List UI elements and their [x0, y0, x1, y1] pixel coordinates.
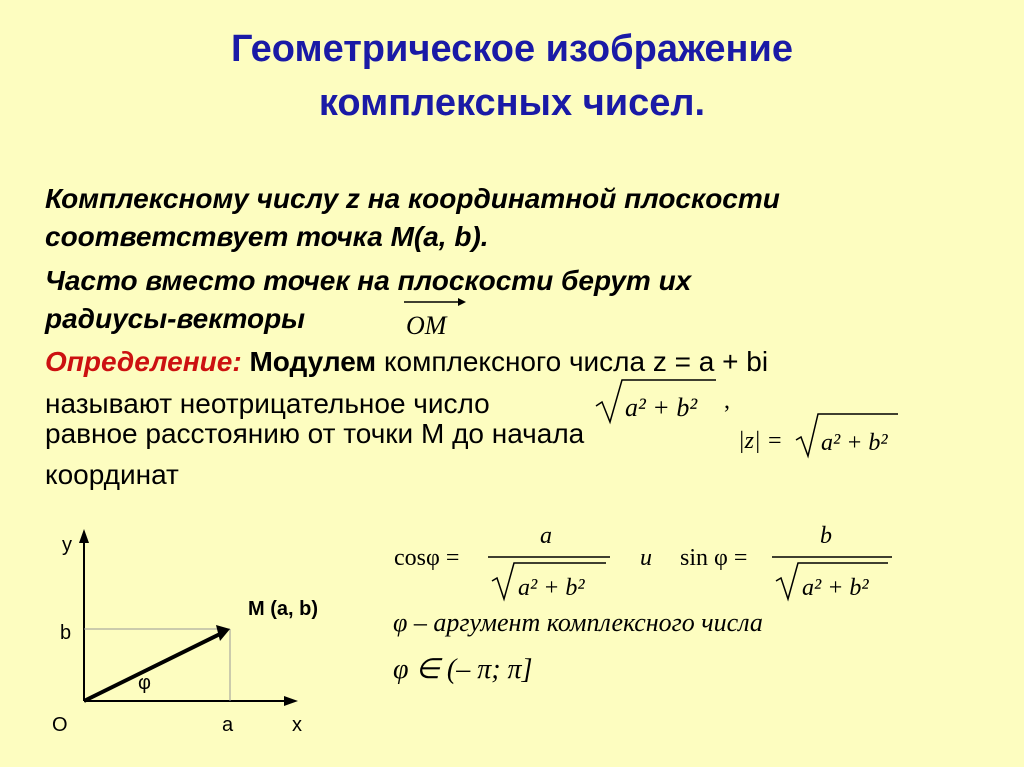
cos-numerator: a — [540, 523, 552, 549]
definition-text-1: комплексного числа z = a + bi — [383, 346, 769, 377]
trig-formulas — [390, 515, 910, 605]
definition-line-2: называют неотрицательное число — [45, 388, 490, 419]
definition-line-3: равное расстоянию от точки М до начала — [45, 418, 585, 449]
argument-text: φ – аргумент комплексного числа — [393, 608, 763, 637]
definition-label: Определение: — [45, 346, 242, 377]
cos-denominator: a² + b² — [518, 575, 585, 601]
point-label: M (a, b) — [248, 598, 318, 620]
page-title — [0, 22, 1024, 130]
angle-label: φ — [138, 672, 151, 694]
x-axis-label: x — [292, 714, 302, 736]
conjunction: и — [640, 545, 652, 571]
y-axis-label: y — [62, 534, 72, 556]
modulus-lhs: |z| = — [738, 428, 783, 454]
sqrt-expression-text: a² + b² — [625, 393, 698, 422]
definition-line-4: координат — [45, 459, 179, 490]
sqrt-expression — [592, 374, 742, 426]
y-axis-arrow — [79, 529, 89, 543]
title-line-1: Геометрическое изображение — [231, 28, 793, 70]
x-axis-arrow — [284, 696, 298, 706]
definition-keyword: Модулем — [249, 346, 377, 377]
title-line-2: комплексных чисел. — [318, 82, 706, 124]
definition-comma: , — [724, 388, 730, 414]
modulus-formula — [738, 406, 908, 462]
intro-line-1: Комплексному числу z на координатной плоскости — [45, 183, 780, 214]
vector-om-label: OM — [406, 311, 447, 340]
intro-line-3: Часто вместо точек на плоскости берут их — [45, 265, 692, 296]
origin-label: O — [52, 714, 68, 736]
a-label: a — [222, 714, 234, 736]
intro-line-4: радиусы-векторы — [45, 303, 306, 334]
b-label: b — [60, 622, 72, 644]
argument-range: φ ∈ (– π; π] — [393, 654, 533, 685]
radius-vector-arrow — [216, 625, 230, 641]
cos-lhs: cosφ = — [394, 545, 460, 571]
coordinate-diagram — [40, 525, 360, 745]
sin-numerator: b — [820, 523, 832, 549]
sin-lhs: sin φ = — [680, 545, 748, 571]
modulus-rhs: a² + b² — [821, 430, 888, 456]
vector-om — [398, 296, 468, 340]
sin-denominator: a² + b² — [802, 575, 869, 601]
intro-line-2: соответствует точка М(a, b). — [45, 221, 489, 252]
